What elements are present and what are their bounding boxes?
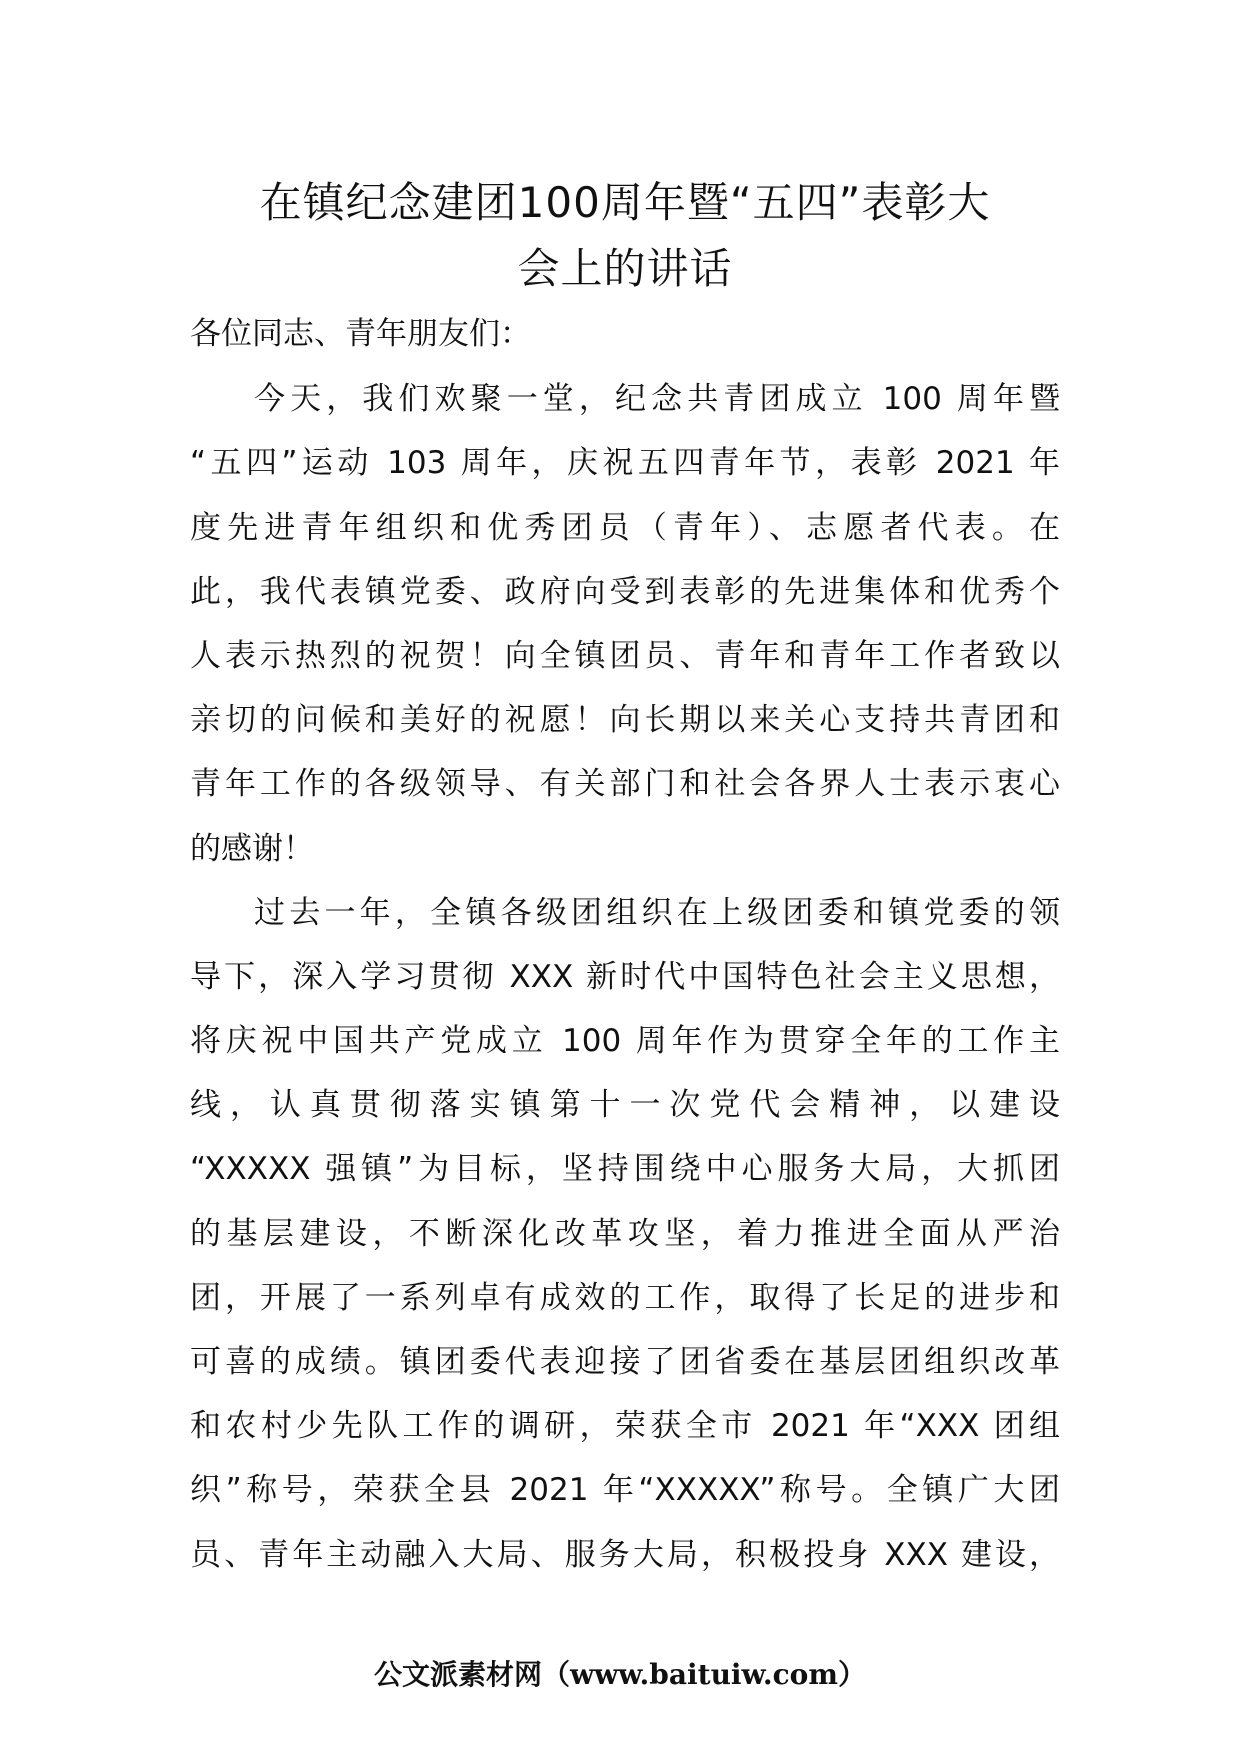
paragraph-line: 此，我代表镇党委、政府向受到表彰的先进集体和优秀个 xyxy=(190,573,1060,610)
paragraph-line: 亲切的问候和美好的祝愿！向长期以来关心支持共青团和 xyxy=(190,702,1060,739)
paragraph-line: 青年工作的各级领导、有关部门和社会各界人士表示衷心 xyxy=(190,766,1060,803)
paragraph-line: 团，开展了一系列卓有成效的工作，取得了长足的进步和 xyxy=(190,1279,1060,1316)
paragraph-line: 织”称号，荣获全县 2021 年“XXXXX”称号。全镇广大团 xyxy=(190,1472,1060,1509)
paragraph-1 xyxy=(190,367,1060,881)
paragraph-line: 线，认真贯彻落实镇第十一次党代会精神，以建设 xyxy=(190,1087,1060,1124)
paragraph-line: 和农村少先队工作的调研，荣获全市 2021 年“XXX 团组 xyxy=(190,1408,1060,1445)
paragraph-line: 员、青年主动融入大局、服务大局，积极投身 XXX 建设， xyxy=(190,1536,1060,1573)
title-line: 在镇纪念建团100周年暨“五四”表彰大 xyxy=(259,178,991,227)
footer-watermark: 公文派素材网（www.baituiw.com） xyxy=(374,1658,866,1691)
paragraph-line: 人表示热烈的祝贺！向全镇团员、青年和青年工作者致以 xyxy=(190,637,1060,674)
paragraph-line: “XXXXX 强镇”为目标，坚持围绕中心服务大局，大抓团 xyxy=(190,1151,1060,1188)
paragraph-line: 度先进青年组织和优秀团员（青年）、志愿者代表。在 xyxy=(190,509,1060,546)
salutation: 各位同志、青年朋友们： xyxy=(190,316,531,352)
paragraph-line: “五四”运动 103 周年，庆祝五四青年节，表彰 2021 年 xyxy=(190,445,1060,482)
title-line: 会上的讲话 xyxy=(517,244,733,293)
paragraph-line: 今天，我们欢聚一堂，纪念共青团成立 100 周年暨 xyxy=(254,381,1060,418)
paragraph-line: 导下，深入学习贯彻 XXX 新时代中国特色社会主义思想， xyxy=(190,958,1060,995)
document-body xyxy=(190,302,1060,1587)
paragraph-line: 过去一年，全镇各级团组织在上级团委和镇党委的领 xyxy=(254,894,1060,931)
paragraph-line: 的基层建设，不断深化改革攻坚，着力推进全面从严治 xyxy=(190,1215,1060,1252)
paragraph-line: 可喜的成绩。镇团委代表迎接了团省委在基层团组织改革 xyxy=(190,1344,1060,1380)
paragraph-2 xyxy=(190,881,1060,1587)
document-title xyxy=(190,170,1060,302)
paragraph-line: 的感谢！ xyxy=(190,830,314,867)
paragraph-line: 将庆祝中国共产党成立 100 周年作为贯穿全年的工作主 xyxy=(190,1023,1060,1060)
